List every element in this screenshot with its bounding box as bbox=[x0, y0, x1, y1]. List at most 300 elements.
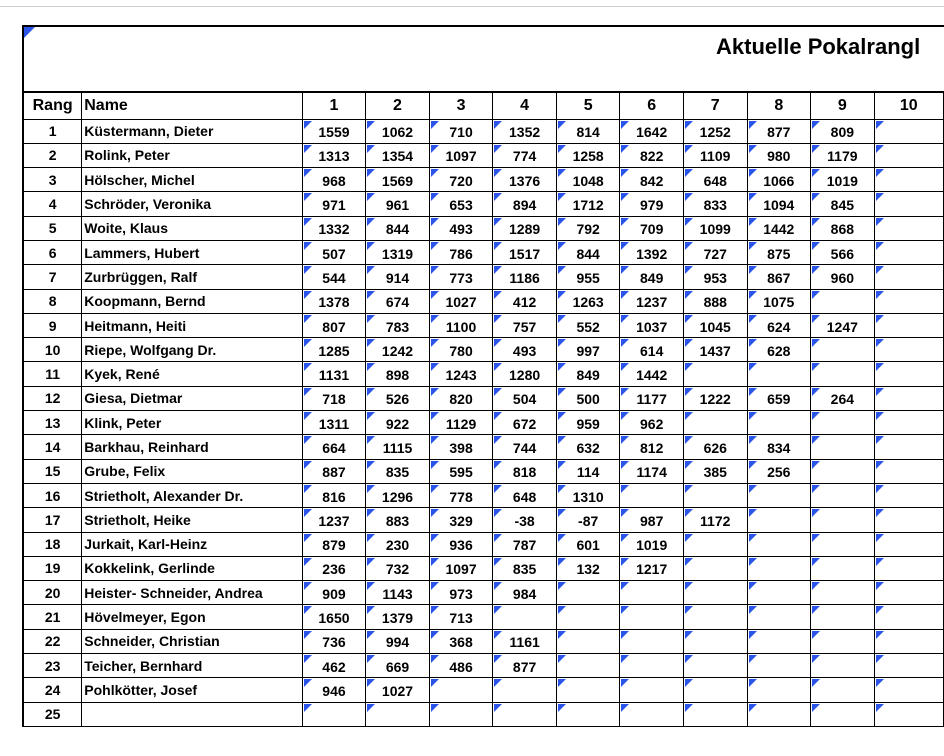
rank-cell[interactable]: 16 bbox=[23, 483, 82, 507]
score-cell-round-9[interactable] bbox=[811, 265, 875, 289]
score-cell-round-1[interactable] bbox=[302, 556, 366, 580]
score-cell-round-4[interactable] bbox=[493, 362, 557, 386]
score-cell-round-9[interactable] bbox=[811, 216, 875, 240]
score-cell-round-7[interactable] bbox=[683, 192, 747, 216]
score-cell-round-2[interactable] bbox=[366, 532, 430, 556]
score-cell-round-8[interactable] bbox=[747, 459, 811, 483]
score-cell-round-3[interactable] bbox=[429, 556, 493, 580]
score-cell-round-7[interactable] bbox=[683, 338, 747, 362]
score-cell-round-1[interactable] bbox=[302, 411, 366, 435]
score-cell-round-2[interactable] bbox=[366, 678, 430, 702]
score-cell-round-1[interactable] bbox=[302, 702, 366, 726]
score-cell-round-5[interactable] bbox=[556, 313, 620, 337]
score-cell-round-5[interactable] bbox=[556, 654, 620, 678]
rank-cell[interactable]: 24 bbox=[23, 678, 82, 702]
score-cell-round-6[interactable] bbox=[620, 459, 684, 483]
score-cell-round-2[interactable] bbox=[366, 192, 430, 216]
score-cell-round-3[interactable] bbox=[429, 508, 493, 532]
score-cell-round-9[interactable] bbox=[811, 240, 875, 264]
score-cell-round-3[interactable] bbox=[429, 702, 493, 726]
score-cell-round-10[interactable] bbox=[874, 556, 943, 580]
score-cell-round-9[interactable] bbox=[811, 508, 875, 532]
score-cell-round-4[interactable] bbox=[493, 508, 557, 532]
score-cell-round-6[interactable] bbox=[620, 289, 684, 313]
score-cell-round-6[interactable] bbox=[620, 119, 684, 143]
score-cell-round-4[interactable] bbox=[493, 605, 557, 629]
score-cell-round-4[interactable] bbox=[493, 192, 557, 216]
score-cell-round-6[interactable] bbox=[620, 556, 684, 580]
score-cell-round-5[interactable] bbox=[556, 532, 620, 556]
score-cell-round-10[interactable] bbox=[874, 289, 943, 313]
score-cell-round-10[interactable] bbox=[874, 265, 943, 289]
score-cell-round-2[interactable] bbox=[366, 435, 430, 459]
score-cell-round-9[interactable] bbox=[811, 289, 875, 313]
score-cell-round-4[interactable] bbox=[493, 629, 557, 653]
score-cell-round-6[interactable] bbox=[620, 168, 684, 192]
score-cell-round-8[interactable] bbox=[747, 629, 811, 653]
score-cell-round-7[interactable] bbox=[683, 605, 747, 629]
score-cell-round-8[interactable] bbox=[747, 240, 811, 264]
score-cell-round-8[interactable] bbox=[747, 532, 811, 556]
score-cell-round-2[interactable] bbox=[366, 556, 430, 580]
score-cell-round-8[interactable] bbox=[747, 702, 811, 726]
score-cell-round-1[interactable] bbox=[302, 435, 366, 459]
rank-cell[interactable]: 10 bbox=[23, 338, 82, 362]
score-cell-round-1[interactable] bbox=[302, 265, 366, 289]
name-cell[interactable] bbox=[82, 702, 302, 726]
name-cell[interactable]: Pohlkötter, Josef bbox=[82, 678, 302, 702]
score-cell-round-4[interactable] bbox=[493, 678, 557, 702]
score-cell-round-10[interactable] bbox=[874, 216, 943, 240]
name-cell[interactable]: Rolink, Peter bbox=[82, 143, 302, 167]
score-cell-round-9[interactable] bbox=[811, 678, 875, 702]
score-cell-round-1[interactable] bbox=[302, 629, 366, 653]
score-cell-round-8[interactable] bbox=[747, 362, 811, 386]
name-cell[interactable]: Woite, Klaus bbox=[82, 216, 302, 240]
name-cell[interactable]: Heitmann, Heiti bbox=[82, 313, 302, 337]
score-cell-round-2[interactable] bbox=[366, 265, 430, 289]
score-cell-round-5[interactable] bbox=[556, 483, 620, 507]
score-cell-round-7[interactable] bbox=[683, 483, 747, 507]
score-cell-round-4[interactable] bbox=[493, 168, 557, 192]
score-cell-round-2[interactable] bbox=[366, 119, 430, 143]
score-cell-round-4[interactable] bbox=[493, 119, 557, 143]
score-cell-round-1[interactable] bbox=[302, 483, 366, 507]
score-cell-round-5[interactable] bbox=[556, 168, 620, 192]
score-cell-round-6[interactable] bbox=[620, 265, 684, 289]
name-cell[interactable]: Giesa, Dietmar bbox=[82, 386, 302, 410]
score-cell-round-2[interactable] bbox=[366, 629, 430, 653]
rank-cell[interactable]: 18 bbox=[23, 532, 82, 556]
name-cell[interactable]: Heister- Schneider, Andrea bbox=[82, 581, 302, 605]
score-cell-round-5[interactable] bbox=[556, 143, 620, 167]
name-cell[interactable]: Strietholt, Heike bbox=[82, 508, 302, 532]
rank-cell[interactable]: 6 bbox=[23, 240, 82, 264]
score-cell-round-8[interactable] bbox=[747, 338, 811, 362]
score-cell-round-6[interactable] bbox=[620, 216, 684, 240]
name-cell[interactable]: Koopmann, Bernd bbox=[82, 289, 302, 313]
score-cell-round-1[interactable] bbox=[302, 168, 366, 192]
score-cell-round-1[interactable] bbox=[302, 143, 366, 167]
score-cell-round-10[interactable] bbox=[874, 411, 943, 435]
score-cell-round-5[interactable] bbox=[556, 702, 620, 726]
score-cell-round-1[interactable] bbox=[302, 362, 366, 386]
score-cell-round-9[interactable] bbox=[811, 654, 875, 678]
score-cell-round-7[interactable] bbox=[683, 362, 747, 386]
score-cell-round-3[interactable] bbox=[429, 654, 493, 678]
score-cell-round-2[interactable] bbox=[366, 459, 430, 483]
score-cell-round-2[interactable] bbox=[366, 216, 430, 240]
score-cell-round-1[interactable] bbox=[302, 654, 366, 678]
score-cell-round-6[interactable] bbox=[620, 411, 684, 435]
rank-cell[interactable]: 9 bbox=[23, 313, 82, 337]
score-cell-round-2[interactable] bbox=[366, 483, 430, 507]
score-cell-round-3[interactable] bbox=[429, 265, 493, 289]
rank-cell[interactable]: 12 bbox=[23, 386, 82, 410]
name-cell[interactable]: Hövelmeyer, Egon bbox=[82, 605, 302, 629]
rank-cell[interactable]: 22 bbox=[23, 629, 82, 653]
score-cell-round-4[interactable] bbox=[493, 216, 557, 240]
score-cell-round-4[interactable] bbox=[493, 240, 557, 264]
score-cell-round-5[interactable] bbox=[556, 508, 620, 532]
name-cell[interactable]: Strietholt, Alexander Dr. bbox=[82, 483, 302, 507]
score-cell-round-7[interactable] bbox=[683, 289, 747, 313]
score-cell-round-10[interactable] bbox=[874, 508, 943, 532]
score-cell-round-3[interactable] bbox=[429, 313, 493, 337]
score-cell-round-3[interactable] bbox=[429, 459, 493, 483]
name-cell[interactable]: Hölscher, Michel bbox=[82, 168, 302, 192]
score-cell-round-5[interactable] bbox=[556, 459, 620, 483]
score-cell-round-4[interactable] bbox=[493, 654, 557, 678]
score-cell-round-10[interactable] bbox=[874, 581, 943, 605]
score-cell-round-4[interactable] bbox=[493, 386, 557, 410]
score-cell-round-3[interactable] bbox=[429, 216, 493, 240]
name-cell[interactable]: Kyek, René bbox=[82, 362, 302, 386]
score-cell-round-6[interactable] bbox=[620, 386, 684, 410]
score-cell-round-3[interactable] bbox=[429, 119, 493, 143]
score-cell-round-6[interactable] bbox=[620, 605, 684, 629]
score-cell-round-7[interactable] bbox=[683, 265, 747, 289]
score-cell-round-5[interactable] bbox=[556, 581, 620, 605]
score-cell-round-5[interactable] bbox=[556, 678, 620, 702]
score-cell-round-7[interactable] bbox=[683, 459, 747, 483]
score-cell-round-1[interactable] bbox=[302, 338, 366, 362]
score-cell-round-8[interactable] bbox=[747, 265, 811, 289]
score-cell-round-2[interactable] bbox=[366, 338, 430, 362]
rank-cell[interactable]: 17 bbox=[23, 508, 82, 532]
score-cell-round-7[interactable] bbox=[683, 435, 747, 459]
score-cell-round-10[interactable] bbox=[874, 338, 943, 362]
score-cell-round-1[interactable] bbox=[302, 119, 366, 143]
rank-cell[interactable]: 11 bbox=[23, 362, 82, 386]
score-cell-round-5[interactable] bbox=[556, 119, 620, 143]
score-cell-round-4[interactable] bbox=[493, 556, 557, 580]
score-cell-round-6[interactable] bbox=[620, 508, 684, 532]
score-cell-round-9[interactable] bbox=[811, 629, 875, 653]
score-cell-round-6[interactable] bbox=[620, 654, 684, 678]
score-cell-round-8[interactable] bbox=[747, 216, 811, 240]
name-cell[interactable]: Schröder, Veronika bbox=[82, 192, 302, 216]
score-cell-round-6[interactable] bbox=[620, 629, 684, 653]
score-cell-round-10[interactable] bbox=[874, 240, 943, 264]
name-cell[interactable]: Klink, Peter bbox=[82, 411, 302, 435]
score-cell-round-3[interactable] bbox=[429, 629, 493, 653]
score-cell-round-6[interactable] bbox=[620, 240, 684, 264]
score-cell-round-7[interactable] bbox=[683, 532, 747, 556]
name-cell[interactable]: Schneider, Christian bbox=[82, 629, 302, 653]
score-cell-round-2[interactable] bbox=[366, 362, 430, 386]
score-cell-round-4[interactable] bbox=[493, 289, 557, 313]
score-cell-round-7[interactable] bbox=[683, 386, 747, 410]
score-cell-round-6[interactable] bbox=[620, 362, 684, 386]
score-cell-round-3[interactable] bbox=[429, 532, 493, 556]
score-cell-round-4[interactable] bbox=[493, 338, 557, 362]
score-cell-round-8[interactable] bbox=[747, 435, 811, 459]
score-cell-round-4[interactable] bbox=[493, 313, 557, 337]
score-cell-round-1[interactable] bbox=[302, 532, 366, 556]
score-cell-round-6[interactable] bbox=[620, 581, 684, 605]
score-cell-round-8[interactable] bbox=[747, 508, 811, 532]
score-cell-round-9[interactable] bbox=[811, 411, 875, 435]
score-cell-round-5[interactable] bbox=[556, 386, 620, 410]
score-cell-round-1[interactable] bbox=[302, 508, 366, 532]
score-cell-round-8[interactable] bbox=[747, 119, 811, 143]
name-cell[interactable]: Jurkait, Karl-Heinz bbox=[82, 532, 302, 556]
score-cell-round-6[interactable] bbox=[620, 678, 684, 702]
score-cell-round-10[interactable] bbox=[874, 678, 943, 702]
score-cell-round-1[interactable] bbox=[302, 192, 366, 216]
score-cell-round-5[interactable] bbox=[556, 629, 620, 653]
score-cell-round-3[interactable] bbox=[429, 678, 493, 702]
score-cell-round-10[interactable] bbox=[874, 605, 943, 629]
score-cell-round-8[interactable] bbox=[747, 654, 811, 678]
score-cell-round-10[interactable] bbox=[874, 459, 943, 483]
score-cell-round-5[interactable] bbox=[556, 289, 620, 313]
score-cell-round-9[interactable] bbox=[811, 362, 875, 386]
score-cell-round-2[interactable] bbox=[366, 143, 430, 167]
score-cell-round-3[interactable] bbox=[429, 143, 493, 167]
score-cell-round-1[interactable] bbox=[302, 605, 366, 629]
score-cell-round-3[interactable] bbox=[429, 362, 493, 386]
score-cell-round-9[interactable] bbox=[811, 605, 875, 629]
score-cell-round-4[interactable] bbox=[493, 265, 557, 289]
score-cell-round-10[interactable] bbox=[874, 435, 943, 459]
score-cell-round-7[interactable] bbox=[683, 629, 747, 653]
rank-cell[interactable]: 3 bbox=[23, 168, 82, 192]
score-cell-round-1[interactable] bbox=[302, 216, 366, 240]
rank-cell[interactable]: 7 bbox=[23, 265, 82, 289]
score-cell-round-4[interactable] bbox=[493, 435, 557, 459]
score-cell-round-7[interactable] bbox=[683, 313, 747, 337]
name-cell[interactable]: Kokkelink, Gerlinde bbox=[82, 556, 302, 580]
score-cell-round-6[interactable] bbox=[620, 338, 684, 362]
score-cell-round-9[interactable] bbox=[811, 143, 875, 167]
score-cell-round-8[interactable] bbox=[747, 581, 811, 605]
score-cell-round-8[interactable] bbox=[747, 605, 811, 629]
score-cell-round-2[interactable] bbox=[366, 168, 430, 192]
rank-cell[interactable]: 15 bbox=[23, 459, 82, 483]
score-cell-round-3[interactable] bbox=[429, 168, 493, 192]
score-cell-round-2[interactable] bbox=[366, 508, 430, 532]
score-cell-round-10[interactable] bbox=[874, 702, 943, 726]
score-cell-round-5[interactable] bbox=[556, 216, 620, 240]
score-cell-round-2[interactable] bbox=[366, 240, 430, 264]
score-cell-round-10[interactable] bbox=[874, 532, 943, 556]
score-cell-round-8[interactable] bbox=[747, 168, 811, 192]
score-cell-round-9[interactable] bbox=[811, 435, 875, 459]
score-cell-round-1[interactable] bbox=[302, 459, 366, 483]
score-cell-round-1[interactable] bbox=[302, 678, 366, 702]
score-cell-round-10[interactable] bbox=[874, 119, 943, 143]
score-cell-round-5[interactable] bbox=[556, 556, 620, 580]
score-cell-round-10[interactable] bbox=[874, 386, 943, 410]
score-cell-round-8[interactable] bbox=[747, 483, 811, 507]
score-cell-round-9[interactable] bbox=[811, 168, 875, 192]
score-cell-round-1[interactable] bbox=[302, 313, 366, 337]
score-cell-round-9[interactable] bbox=[811, 483, 875, 507]
rank-cell[interactable]: 13 bbox=[23, 411, 82, 435]
score-cell-round-7[interactable] bbox=[683, 678, 747, 702]
score-cell-round-6[interactable] bbox=[620, 435, 684, 459]
score-cell-round-7[interactable] bbox=[683, 654, 747, 678]
score-cell-round-2[interactable] bbox=[366, 581, 430, 605]
score-cell-round-7[interactable] bbox=[683, 508, 747, 532]
score-cell-round-7[interactable] bbox=[683, 411, 747, 435]
score-cell-round-3[interactable] bbox=[429, 240, 493, 264]
score-cell-round-3[interactable] bbox=[429, 483, 493, 507]
score-cell-round-8[interactable] bbox=[747, 313, 811, 337]
score-cell-round-7[interactable] bbox=[683, 240, 747, 264]
score-cell-round-7[interactable] bbox=[683, 556, 747, 580]
score-cell-round-10[interactable] bbox=[874, 362, 943, 386]
score-cell-round-1[interactable] bbox=[302, 386, 366, 410]
score-cell-round-9[interactable] bbox=[811, 386, 875, 410]
score-cell-round-10[interactable] bbox=[874, 143, 943, 167]
score-cell-round-3[interactable] bbox=[429, 411, 493, 435]
score-cell-round-6[interactable] bbox=[620, 702, 684, 726]
score-cell-round-3[interactable] bbox=[429, 338, 493, 362]
score-cell-round-4[interactable] bbox=[493, 411, 557, 435]
score-cell-round-9[interactable] bbox=[811, 581, 875, 605]
score-cell-round-10[interactable] bbox=[874, 629, 943, 653]
score-cell-round-3[interactable] bbox=[429, 435, 493, 459]
name-cell[interactable]: Küstermann, Dieter bbox=[82, 119, 302, 143]
score-cell-round-5[interactable] bbox=[556, 605, 620, 629]
name-cell[interactable]: Zurbrüggen, Ralf bbox=[82, 265, 302, 289]
score-cell-round-10[interactable] bbox=[874, 483, 943, 507]
score-cell-round-4[interactable] bbox=[493, 581, 557, 605]
score-cell-round-5[interactable] bbox=[556, 240, 620, 264]
score-cell-round-9[interactable] bbox=[811, 532, 875, 556]
score-cell-round-7[interactable] bbox=[683, 143, 747, 167]
score-cell-round-4[interactable] bbox=[493, 459, 557, 483]
score-cell-round-6[interactable] bbox=[620, 143, 684, 167]
score-cell-round-4[interactable] bbox=[493, 702, 557, 726]
score-cell-round-4[interactable] bbox=[493, 143, 557, 167]
score-cell-round-4[interactable] bbox=[493, 532, 557, 556]
score-cell-round-9[interactable] bbox=[811, 459, 875, 483]
rank-cell[interactable]: 2 bbox=[23, 143, 82, 167]
score-cell-round-10[interactable] bbox=[874, 192, 943, 216]
score-cell-round-8[interactable] bbox=[747, 143, 811, 167]
score-cell-round-9[interactable] bbox=[811, 119, 875, 143]
score-cell-round-5[interactable] bbox=[556, 338, 620, 362]
score-cell-round-3[interactable] bbox=[429, 192, 493, 216]
rank-cell[interactable]: 19 bbox=[23, 556, 82, 580]
score-cell-round-5[interactable] bbox=[556, 265, 620, 289]
score-cell-round-9[interactable] bbox=[811, 313, 875, 337]
score-cell-round-5[interactable] bbox=[556, 192, 620, 216]
score-cell-round-7[interactable] bbox=[683, 168, 747, 192]
name-cell[interactable]: Barkhau, Reinhard bbox=[82, 435, 302, 459]
score-cell-round-6[interactable] bbox=[620, 532, 684, 556]
score-cell-round-2[interactable] bbox=[366, 289, 430, 313]
score-cell-round-2[interactable] bbox=[366, 386, 430, 410]
rank-cell[interactable]: 1 bbox=[23, 119, 82, 143]
score-cell-round-7[interactable] bbox=[683, 119, 747, 143]
score-cell-round-2[interactable] bbox=[366, 313, 430, 337]
score-cell-round-9[interactable] bbox=[811, 702, 875, 726]
score-cell-round-7[interactable] bbox=[683, 581, 747, 605]
score-cell-round-9[interactable] bbox=[811, 338, 875, 362]
score-cell-round-1[interactable] bbox=[302, 240, 366, 264]
score-cell-round-2[interactable] bbox=[366, 702, 430, 726]
score-cell-round-8[interactable] bbox=[747, 386, 811, 410]
score-cell-round-8[interactable] bbox=[747, 556, 811, 580]
score-cell-round-1[interactable] bbox=[302, 289, 366, 313]
score-cell-round-6[interactable] bbox=[620, 313, 684, 337]
score-cell-round-5[interactable] bbox=[556, 435, 620, 459]
name-cell[interactable]: Teicher, Bernhard bbox=[82, 654, 302, 678]
score-cell-round-8[interactable] bbox=[747, 678, 811, 702]
rank-cell[interactable]: 20 bbox=[23, 581, 82, 605]
score-cell-round-4[interactable] bbox=[493, 483, 557, 507]
score-cell-round-2[interactable] bbox=[366, 654, 430, 678]
rank-cell[interactable]: 14 bbox=[23, 435, 82, 459]
score-cell-round-5[interactable] bbox=[556, 362, 620, 386]
score-cell-round-2[interactable] bbox=[366, 605, 430, 629]
score-cell-round-6[interactable] bbox=[620, 192, 684, 216]
rank-cell[interactable]: 23 bbox=[23, 654, 82, 678]
score-cell-round-8[interactable] bbox=[747, 411, 811, 435]
score-cell-round-6[interactable] bbox=[620, 483, 684, 507]
score-cell-round-10[interactable] bbox=[874, 168, 943, 192]
score-cell-round-8[interactable] bbox=[747, 192, 811, 216]
name-cell[interactable]: Lammers, Hubert bbox=[82, 240, 302, 264]
score-cell-round-2[interactable] bbox=[366, 411, 430, 435]
score-cell-round-9[interactable] bbox=[811, 192, 875, 216]
score-cell-round-3[interactable] bbox=[429, 605, 493, 629]
rank-cell[interactable]: 4 bbox=[23, 192, 82, 216]
name-cell[interactable]: Riepe, Wolfgang Dr. bbox=[82, 338, 302, 362]
score-cell-round-7[interactable] bbox=[683, 702, 747, 726]
score-cell-round-3[interactable] bbox=[429, 386, 493, 410]
score-cell-round-7[interactable] bbox=[683, 216, 747, 240]
score-cell-round-8[interactable] bbox=[747, 289, 811, 313]
rank-cell[interactable]: 8 bbox=[23, 289, 82, 313]
score-cell-round-1[interactable] bbox=[302, 581, 366, 605]
rank-cell[interactable]: 21 bbox=[23, 605, 82, 629]
rank-cell[interactable]: 5 bbox=[23, 216, 82, 240]
score-cell-round-3[interactable] bbox=[429, 289, 493, 313]
score-cell-round-10[interactable] bbox=[874, 313, 943, 337]
name-cell[interactable]: Grube, Felix bbox=[82, 459, 302, 483]
score-cell-round-10[interactable] bbox=[874, 654, 943, 678]
rank-cell[interactable]: 25 bbox=[23, 702, 82, 726]
score-cell-round-5[interactable] bbox=[556, 411, 620, 435]
score-cell-round-3[interactable] bbox=[429, 581, 493, 605]
score-cell-round-9[interactable] bbox=[811, 556, 875, 580]
